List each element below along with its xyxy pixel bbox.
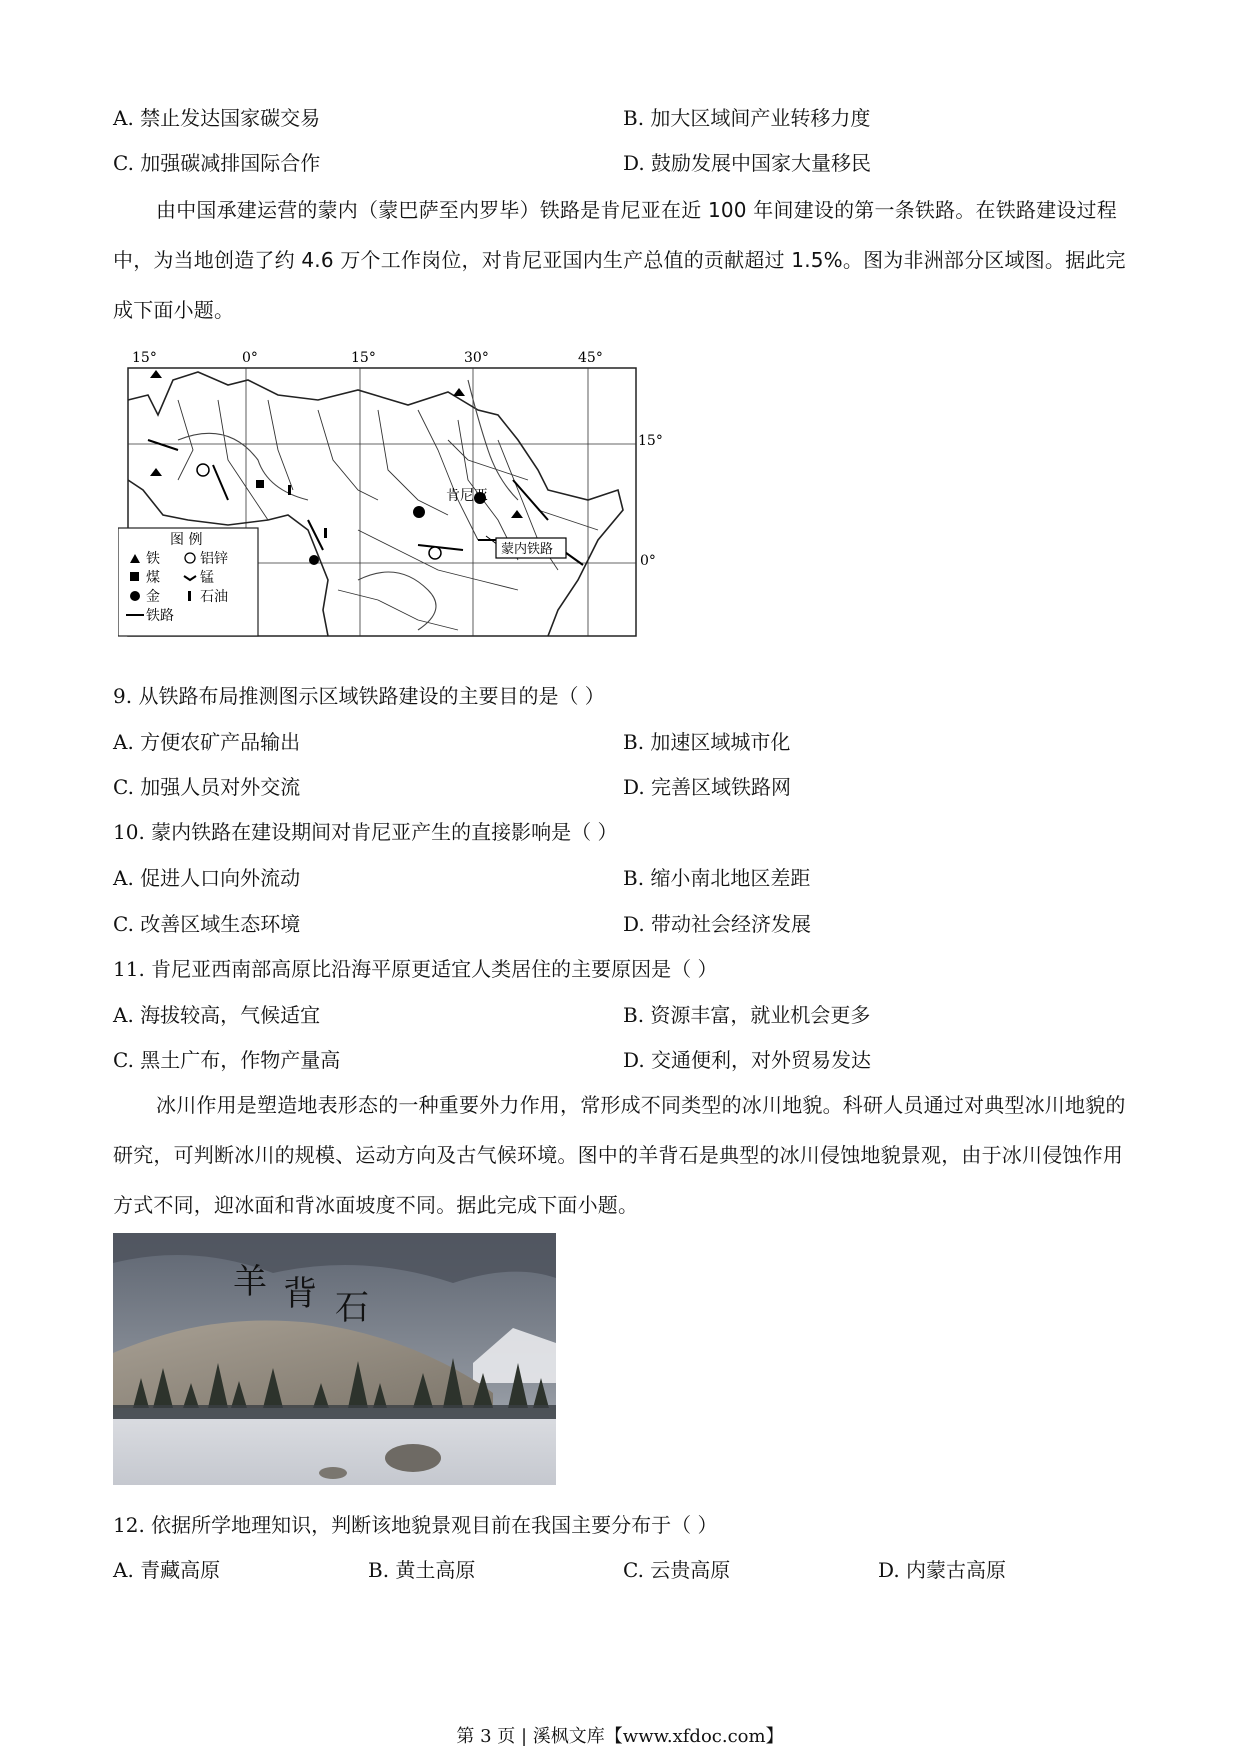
lon-label-0: 0° — [242, 350, 258, 366]
coal-symbol — [256, 480, 264, 488]
legend-railway: 铁路 — [146, 608, 174, 624]
page-footer: 第 3 页 | 溪枫文库【www.xfdoc.com】 — [456, 1726, 784, 1747]
photo-label-1: 羊 — [233, 1262, 267, 1302]
oil-symbol — [288, 485, 291, 495]
q9-option-c[interactable]: C. 加强人员对外交流 — [113, 775, 301, 799]
legend-aluminum-zinc-symbol — [185, 553, 195, 563]
legend-manganese: 锰 — [200, 570, 214, 586]
q12-options-row — [113, 1554, 1123, 1586]
aluminum-zinc-symbol — [197, 464, 209, 476]
q12-option-d[interactable]: D. 内蒙古高原 — [878, 1558, 1007, 1582]
railway-label: 蒙内铁路 — [501, 542, 554, 557]
kenya-label: 肯尼亚 — [446, 488, 488, 504]
legend-coal: 煤 — [146, 570, 160, 586]
lat-label-0: 0° — [640, 553, 656, 569]
q9-stem: 9. 从铁路布局推测图示区域铁路建设的主要目的是（ ） — [113, 684, 605, 708]
photo-label-2: 背 — [283, 1274, 317, 1314]
aluminum-zinc-symbol — [429, 547, 441, 559]
q11-option-d[interactable]: D. 交通便利，对外贸易发达 — [623, 1048, 872, 1072]
passage-glacier: 冰川作用是塑造地表形态的一种重要外力作用，常形成不同类型的冰川地貌。科研人员通过对典型冰川地貌的研究，可判断冰川的规模、运动方向及古气候环境。图中的羊背石是典型的冰川侵蚀地貌景观，由于冰川侵蚀作用方式不同，迎冰面和背冰面坡度不同。据此完成下面小题。 — [113, 1093, 1126, 1217]
gold-symbol — [413, 506, 425, 518]
legend-iron: 铁 — [146, 551, 160, 567]
q9-option-d[interactable]: D. 完善区域铁路网 — [623, 775, 792, 799]
legend-oil: 石油 — [200, 589, 228, 605]
q9-option-b[interactable]: B. 加速区域城市化 — [623, 730, 791, 754]
legend-gold: 金 — [146, 589, 160, 605]
q8-option-c[interactable]: C. 加强碳减排国际合作 — [113, 151, 321, 175]
lat-label-15n: 15° — [638, 433, 663, 449]
legend-gold-symbol — [130, 591, 140, 601]
oil-symbol — [324, 528, 327, 538]
lon-label-30e: 30° — [464, 350, 489, 366]
passage-railway: 由中国承建运营的蒙内（蒙巴萨至内罗毕）铁路是肯尼亚在近 100 年间建设的第一条铁路。在铁路建设过程中，为当地创造了约 4.6 万个工作岗位，对肯尼亚国内生产总值的贡献超过 1.5%。图为非洲部分区域图。据此完成下面小题。 — [113, 198, 1126, 322]
q8-options-row-1 — [113, 102, 1123, 134]
q8-option-a[interactable]: A. 禁止发达国家碳交易 — [113, 106, 321, 130]
lon-label-15e: 15° — [351, 350, 376, 366]
q8-option-b[interactable]: B. 加大区域间产业转移力度 — [623, 106, 871, 130]
q10-option-b[interactable]: B. 缩小南北地区差距 — [623, 866, 811, 890]
africa-map — [118, 340, 663, 640]
q12-option-b[interactable]: B. 黄土高原 — [368, 1558, 476, 1582]
lon-label-45e: 45° — [578, 350, 603, 366]
q10-option-d[interactable]: D. 带动社会经济发展 — [623, 912, 812, 936]
africa-map-figure — [118, 340, 663, 640]
q8-option-d[interactable]: D. 鼓励发展中国家大量移民 — [623, 151, 872, 175]
q10-option-a[interactable]: A. 促进人口向外流动 — [113, 866, 301, 890]
legend-aluminum-zinc: 铝锌 — [200, 551, 228, 567]
q9-option-a[interactable]: A. 方便农矿产品输出 — [113, 730, 301, 754]
q11-options-row-1 — [113, 999, 1123, 1031]
q10-options-row-2 — [113, 908, 1123, 940]
gold-symbol — [309, 555, 319, 565]
legend-title: 图 例 — [170, 532, 203, 548]
q10-option-c[interactable]: C. 改善区域生态环境 — [113, 912, 301, 936]
roche-moutonnee-photo — [113, 1233, 556, 1485]
q11-stem: 11. 肯尼亚西南部高原比沿海平原更适宜人类居住的主要原因是（ ） — [113, 957, 718, 981]
lon-label-15w: 15° — [132, 350, 157, 366]
q11-option-a[interactable]: A. 海拔较高，气候适宜 — [113, 1003, 321, 1027]
q11-options-row-2 — [113, 1044, 1123, 1076]
legend-coal-symbol — [130, 572, 139, 581]
q9-options-row-1 — [113, 726, 1123, 758]
q10-stem: 10. 蒙内铁路在建设期间对肯尼亚产生的直接影响是（ ） — [113, 820, 618, 844]
q8-options-row-2 — [113, 147, 1123, 179]
q11-option-c[interactable]: C. 黑土广布，作物产量高 — [113, 1048, 341, 1072]
photo-label-3: 石 — [335, 1288, 369, 1328]
q12-option-a[interactable]: A. 青藏高原 — [113, 1558, 221, 1582]
q12-option-c[interactable]: C. 云贵高原 — [623, 1558, 731, 1582]
q10-options-row-1 — [113, 862, 1123, 894]
q9-options-row-2 — [113, 771, 1123, 803]
roche-moutonnee-image — [113, 1233, 556, 1485]
q11-option-b[interactable]: B. 资源丰富，就业机会更多 — [623, 1003, 871, 1027]
q12-stem: 12. 依据所学地理知识，判断该地貌景观目前在我国主要分布于（ ） — [113, 1513, 718, 1537]
map-legend — [118, 528, 258, 636]
legend-oil-symbol — [188, 591, 191, 601]
